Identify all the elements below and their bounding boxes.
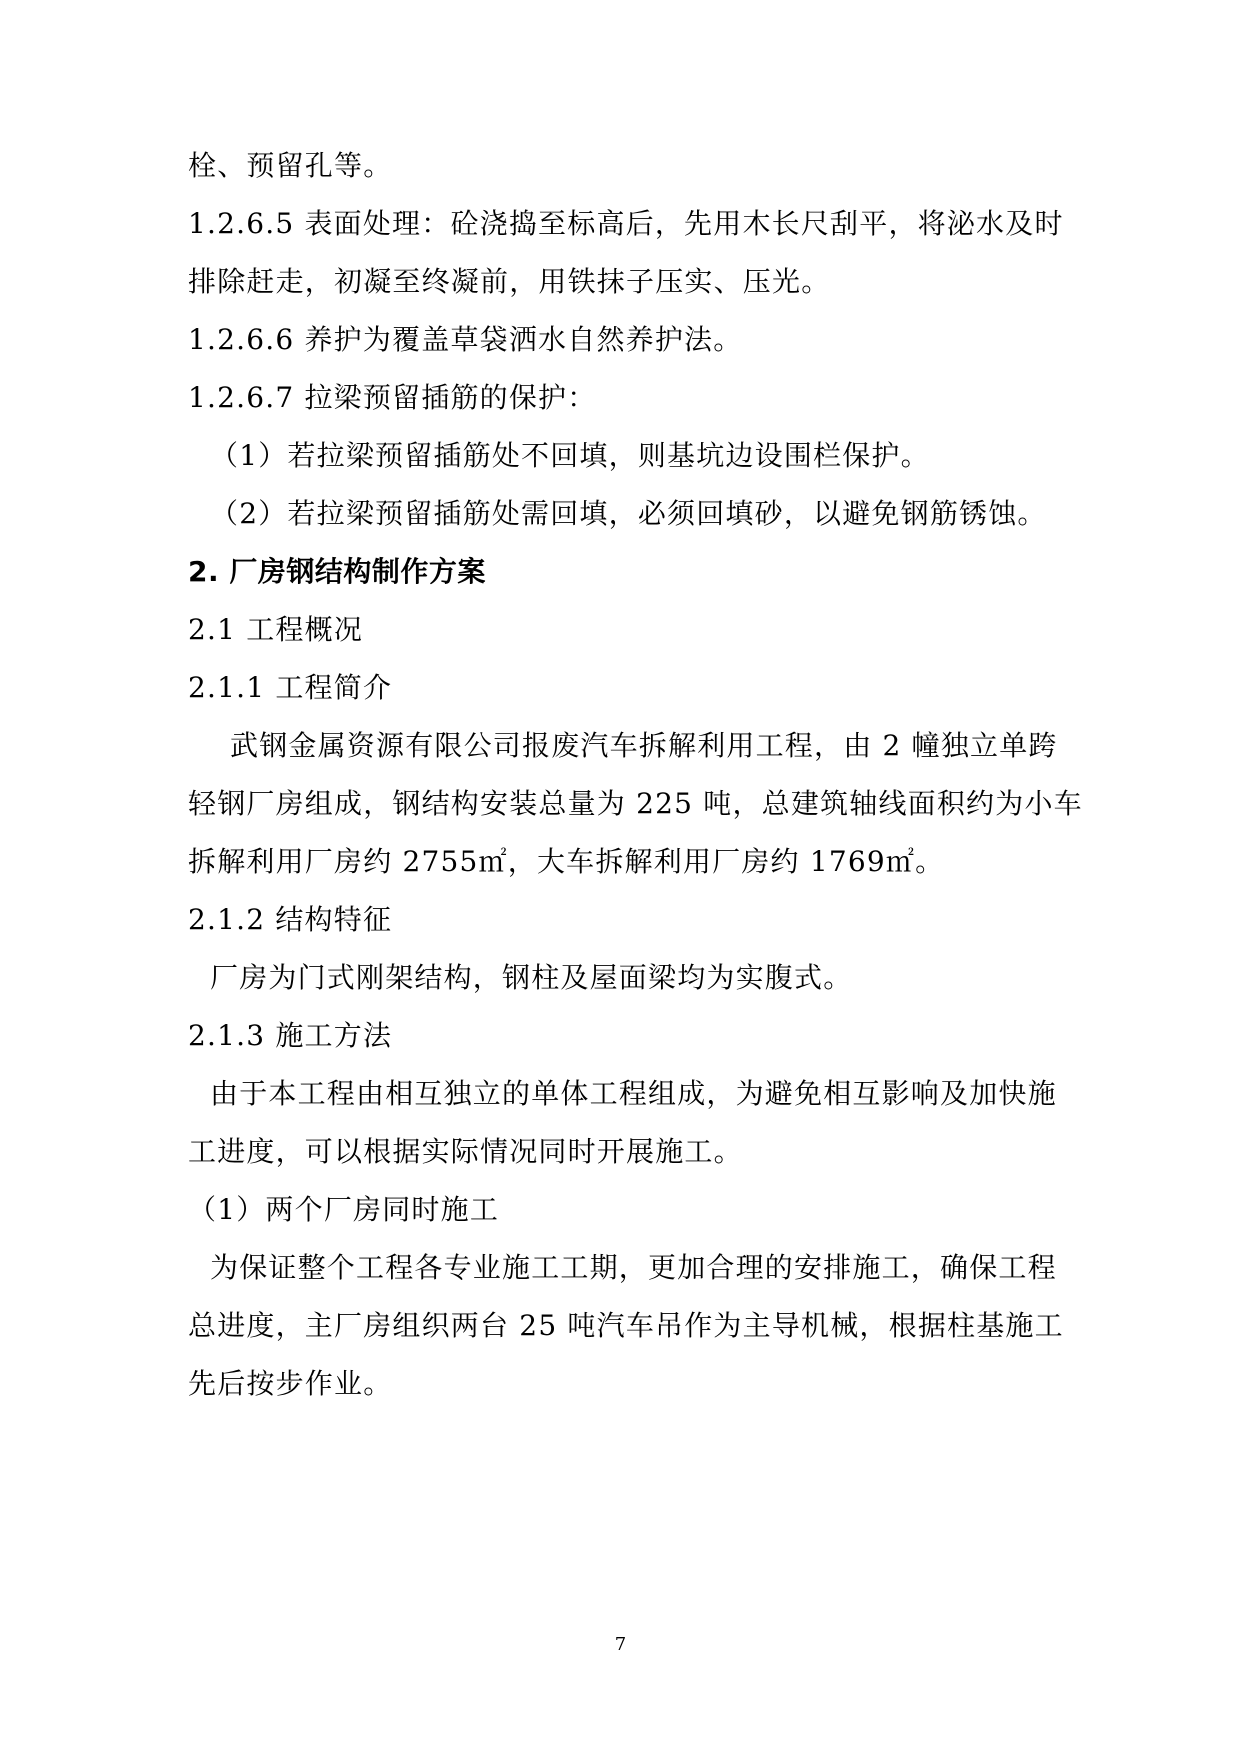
subsection-heading: 2.1.3 施工方法 xyxy=(188,1019,393,1052)
page-number: 7 xyxy=(614,1634,627,1655)
text-line-5: 1.2.6.7 拉梁预留插筋的保护： xyxy=(188,381,597,414)
text-line-18: 工进度，可以根据实际情况同时开展施工。 xyxy=(188,1135,743,1168)
section-heading: 2. 厂房钢结构制作方案 xyxy=(188,555,486,588)
text-line-2: 1.2.6.5 表面处理：砼浇捣至标高后，先用木长尺刮平，将泌水及时 xyxy=(188,207,1064,240)
subsection-heading: 2.1 工程概况 xyxy=(188,613,364,646)
subsection-heading: 2.1.1 工程简介 xyxy=(188,671,393,704)
text-line-17: 由于本工程由相互独立的单体工程组成，为避免相互影响及加快施 xyxy=(210,1077,1057,1110)
text-line-7: （2）若拉梁预留插筋处需回填，必须回填砂，以避免钢筋锈蚀。 xyxy=(210,497,1047,530)
text-line-19: （1）两个厂房同时施工 xyxy=(188,1193,500,1226)
text-line-21: 总进度，主厂房组织两台 25 吨汽车吊作为主导机械，根据柱基施工 xyxy=(188,1309,1064,1342)
text-line-13: 拆解利用厂房约 2755㎡，大车拆解利用厂房约 1769㎡。 xyxy=(188,845,945,878)
subsection-heading: 2.1.2 结构特征 xyxy=(188,903,393,936)
text-line-11: 武钢金属资源有限公司报废汽车拆解利用工程，由 2 幢独立单跨 xyxy=(230,729,1058,762)
text-line-12: 轻钢厂房组成，钢结构安装总量为 225 吨，总建筑轴线面积约为小车 xyxy=(188,787,1083,820)
text-line-3: 排除赶走，初凝至终凝前，用铁抹子压实、压光。 xyxy=(188,265,831,298)
text-line-20: 为保证整个工程各专业施工工期，更加合理的安排施工，确保工程 xyxy=(210,1251,1057,1284)
text-line-4: 1.2.6.6 养护为覆盖草袋洒水自然养护法。 xyxy=(188,323,743,356)
text-line-6: （1）若拉梁预留插筋处不回填，则基坑边设围栏保护。 xyxy=(210,439,930,472)
text-line-22: 先后按步作业。 xyxy=(188,1367,393,1400)
text-line-1: 栓、预留孔等。 xyxy=(188,149,393,182)
text-line-15: 厂房为门式刚架结构，钢柱及屋面梁均为实腹式。 xyxy=(210,961,853,994)
